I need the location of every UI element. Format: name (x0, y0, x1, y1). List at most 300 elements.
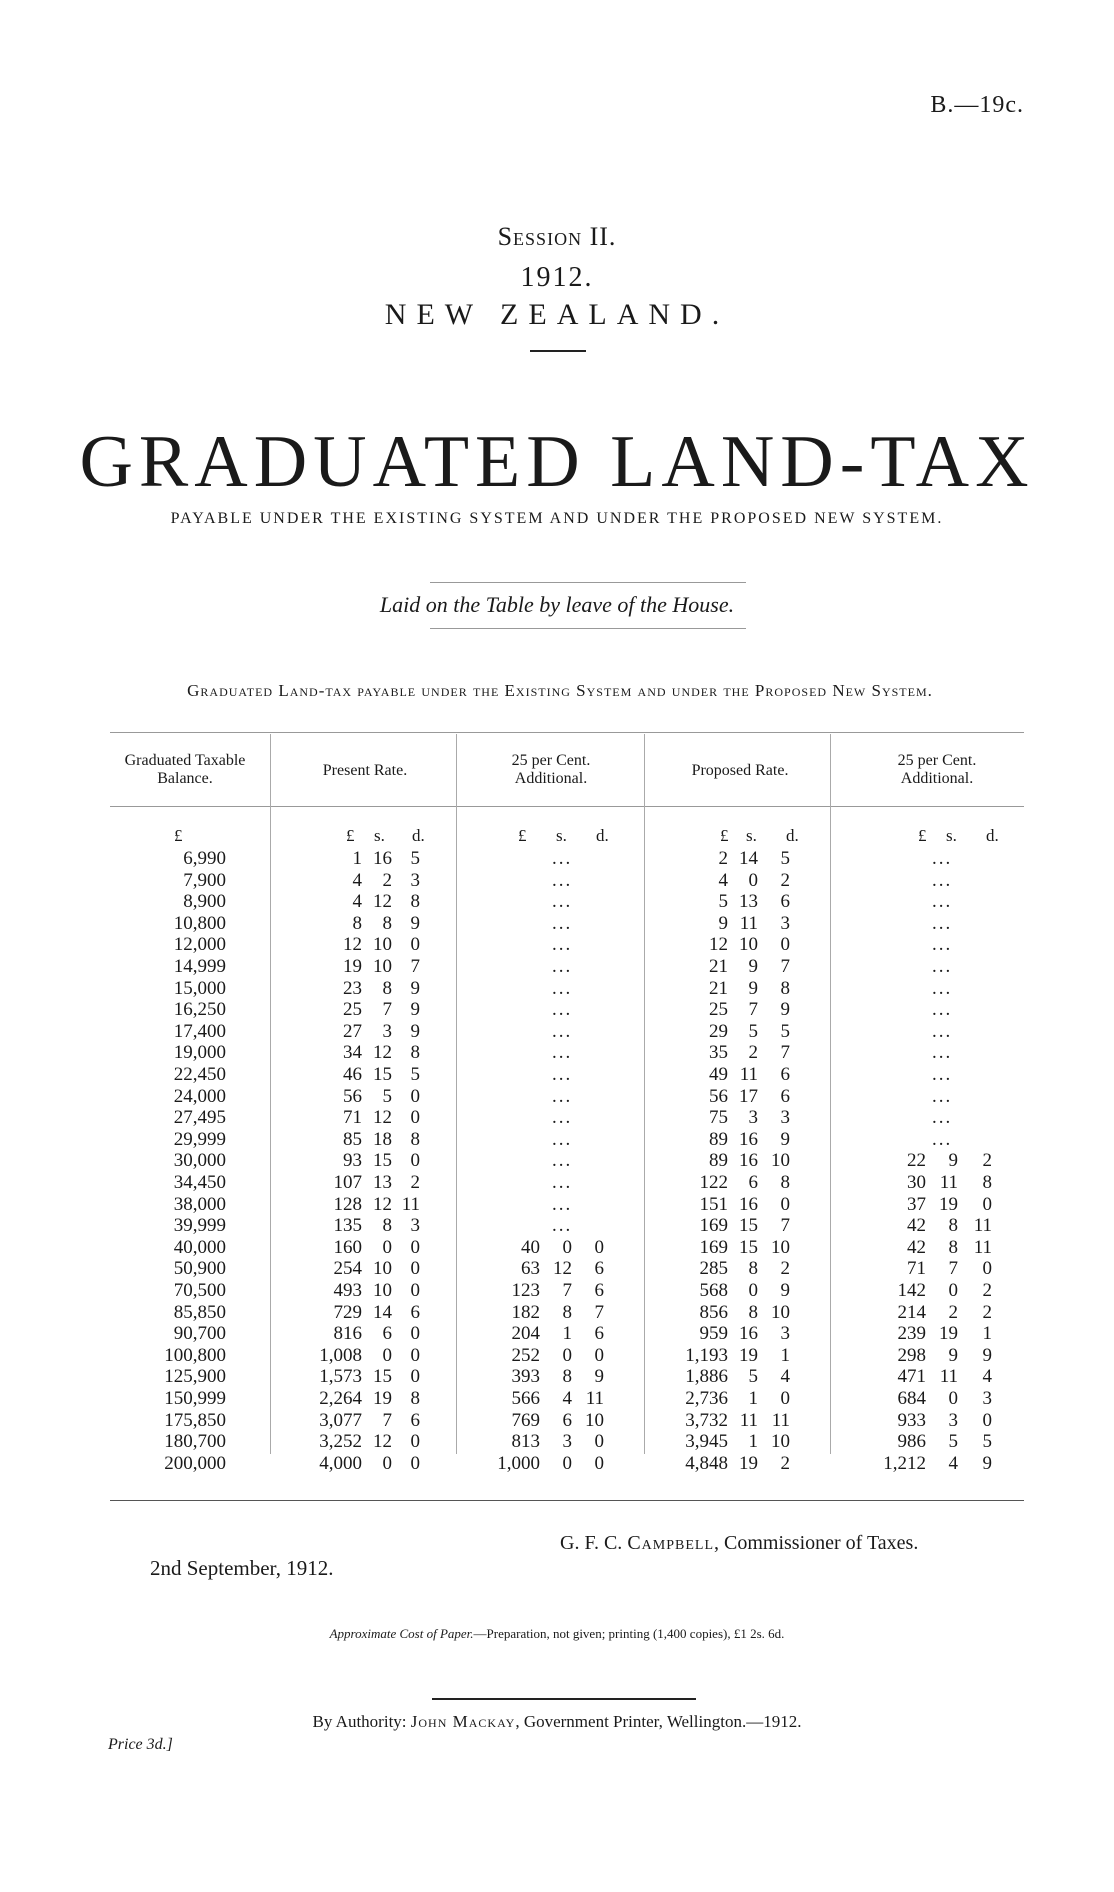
table-row (0, 1280, 1114, 1302)
p-s-cell: 12 (373, 1193, 392, 1215)
p-pound-cell: 12 (343, 934, 362, 956)
table-row (0, 913, 1114, 935)
table-row (0, 1302, 1114, 1324)
n-s-cell: 16 (739, 1128, 758, 1150)
p-pound-cell: 3,252 (319, 1431, 362, 1453)
p-s-cell: 12 (373, 1431, 392, 1453)
a2-pound-cell: 239 (897, 1323, 926, 1345)
n-pound-cell: 1,886 (685, 1366, 728, 1388)
table-header-rule (110, 806, 1024, 807)
n-d-cell: 4 (780, 1366, 790, 1388)
a1-empty-dots: ... (552, 1193, 573, 1215)
n-pound-cell: 9 (718, 912, 728, 934)
a2-empty-dots: ... (932, 1020, 953, 1042)
a1-pound-cell: 1,000 (497, 1452, 540, 1474)
a1-empty-dots: ... (552, 1085, 573, 1107)
a2-s-cell: 0 (948, 1388, 958, 1409)
n-d-cell: 10 (771, 1431, 790, 1453)
price-label: Price 3d.] (108, 1736, 173, 1753)
a2-d-cell: 9 (982, 1452, 992, 1474)
a2-d-cell: 3 (982, 1388, 992, 1409)
a2-s-cell: 7 (948, 1258, 958, 1280)
n-d-cell: 7 (780, 1215, 790, 1237)
a1-empty-dots: ... (552, 934, 573, 956)
n-pound-cell: 4 (718, 869, 728, 891)
balance-cell: 24,000 (173, 1085, 226, 1107)
p-d-cell: 0 (410, 1150, 420, 1172)
n-d-cell: 10 (771, 1150, 790, 1172)
balance-cell: 16,250 (173, 999, 226, 1021)
n-pound-cell: 285 (699, 1258, 728, 1280)
n-pound-cell: 49 (709, 1064, 728, 1085)
p-s-cell: 10 (373, 1258, 392, 1280)
a2-pound-cell: 1,212 (883, 1452, 926, 1474)
n-d-cell: 11 (771, 1409, 790, 1431)
n-pound-cell: 169 (699, 1236, 728, 1258)
n-s-cell: 19 (739, 1344, 758, 1366)
signature-name: Campbell (627, 1532, 714, 1554)
n-pound-cell: 122 (699, 1172, 728, 1193)
balance-cell: 175,850 (164, 1409, 226, 1431)
a2-s-cell: 11 (939, 1366, 958, 1388)
balance-cell: 38,000 (173, 1193, 226, 1215)
table-row (0, 1042, 1114, 1064)
a2-s-cell: 19 (939, 1193, 958, 1215)
a2-d-cell: 4 (982, 1366, 992, 1388)
n-pound-cell: 56 (709, 1085, 728, 1107)
n-d-cell: 7 (780, 1042, 790, 1064)
unit-pence: d. (986, 826, 999, 845)
a1-pound-cell: 769 (511, 1409, 540, 1431)
p-pound-cell: 27 (343, 1020, 362, 1042)
n-pound-cell: 89 (709, 1150, 728, 1172)
a2-d-cell: 0 (982, 1193, 992, 1215)
document-title: GRADUATED LAND-TAX (79, 421, 1035, 503)
a2-d-cell: 0 (982, 1409, 992, 1431)
a2-pound-cell: 71 (907, 1258, 926, 1280)
a1-s-cell: 7 (562, 1280, 572, 1301)
table-row (0, 1237, 1114, 1259)
balance-cell: 34,450 (173, 1172, 226, 1193)
n-pound-cell: 75 (709, 1107, 728, 1129)
table-row (0, 1345, 1114, 1367)
n-s-cell: 15 (739, 1215, 758, 1237)
p-d-cell: 8 (410, 891, 420, 913)
a2-d-cell: 11 (973, 1215, 992, 1237)
a1-d-cell: 0 (594, 1452, 604, 1474)
p-pound-cell: 135 (333, 1215, 362, 1237)
a2-s-cell: 5 (948, 1431, 958, 1453)
n-pound-cell: 3,945 (685, 1431, 728, 1453)
document-date: 2nd September, 1912. (150, 1556, 334, 1580)
n-s-cell: 5 (748, 1366, 758, 1388)
a1-s-cell: 8 (562, 1301, 572, 1323)
n-s-cell: 11 (739, 912, 758, 934)
n-d-cell: 2 (780, 869, 790, 891)
n-s-cell: 13 (739, 891, 758, 913)
a1-d-cell: 11 (585, 1388, 604, 1409)
unit-pence: d. (786, 826, 799, 845)
n-s-cell: 8 (748, 1301, 758, 1323)
a1-pound-cell: 123 (511, 1280, 540, 1301)
table-row (0, 934, 1114, 956)
table-row (0, 999, 1114, 1021)
n-s-cell: 10 (739, 934, 758, 956)
a1-pound-cell: 252 (511, 1344, 540, 1366)
p-d-cell: 6 (410, 1409, 420, 1431)
n-d-cell: 8 (780, 1172, 790, 1193)
unit-pound: £ (518, 826, 527, 845)
p-pound-cell: 1,573 (319, 1366, 362, 1388)
a2-empty-dots: ... (932, 1042, 953, 1064)
balance-cell: 17,400 (173, 1020, 226, 1042)
table-row (0, 1129, 1114, 1151)
balance-cell: 90,700 (173, 1323, 226, 1345)
a2-empty-dots: ... (932, 1107, 953, 1129)
header-proposed-rate: Proposed Rate. (691, 762, 789, 779)
a1-pound-cell: 182 (511, 1301, 540, 1323)
a2-empty-dots: ... (932, 912, 953, 934)
a2-pound-cell: 471 (897, 1366, 926, 1388)
a1-d-cell: 0 (594, 1431, 604, 1453)
balance-cell: 7,900 (183, 869, 226, 891)
p-pound-cell: 160 (333, 1236, 362, 1258)
p-d-cell: 8 (410, 1388, 420, 1409)
a2-empty-dots: ... (932, 956, 953, 977)
n-s-cell: 2 (748, 1042, 758, 1064)
balance-cell: 40,000 (173, 1236, 226, 1258)
a2-d-cell: 1 (982, 1323, 992, 1345)
p-s-cell: 8 (382, 977, 392, 999)
p-s-cell: 15 (373, 1064, 392, 1085)
a1-empty-dots: ... (552, 891, 573, 913)
balance-cell: 22,450 (173, 1064, 226, 1085)
p-s-cell: 0 (382, 1344, 392, 1366)
n-d-cell: 0 (780, 1193, 790, 1215)
unit-pence: d. (596, 826, 609, 845)
n-s-cell: 9 (748, 956, 758, 977)
table-bottom-rule (110, 1500, 1024, 1501)
n-pound-cell: 89 (709, 1128, 728, 1150)
n-pound-cell: 35 (709, 1042, 728, 1064)
n-pound-cell: 169 (699, 1215, 728, 1237)
a2-d-cell: 8 (982, 1172, 992, 1193)
balance-cell: 15,000 (173, 977, 226, 999)
a1-d-cell: 10 (585, 1409, 604, 1431)
p-pound-cell: 493 (333, 1280, 362, 1301)
p-s-cell: 6 (382, 1323, 392, 1345)
n-d-cell: 1 (780, 1344, 790, 1366)
balance-cell: 6,990 (183, 848, 226, 869)
a2-s-cell: 0 (948, 1280, 958, 1301)
a1-d-cell: 0 (594, 1344, 604, 1366)
p-d-cell: 8 (410, 1128, 420, 1150)
p-pound-cell: 1 (352, 848, 362, 869)
printer-authority (0, 1712, 1114, 1732)
a1-s-cell: 0 (562, 1236, 572, 1258)
a1-pound-cell: 63 (521, 1258, 540, 1280)
n-d-cell: 10 (771, 1301, 790, 1323)
unit-pence: d. (412, 826, 425, 845)
n-d-cell: 10 (771, 1236, 790, 1258)
p-d-cell: 0 (410, 1107, 420, 1129)
a1-empty-dots: ... (552, 912, 573, 934)
n-d-cell: 2 (780, 1452, 790, 1474)
a2-pound-cell: 30 (907, 1172, 926, 1193)
p-d-cell: 9 (410, 1020, 420, 1042)
p-pound-cell: 1,008 (319, 1344, 362, 1366)
header-balance: Graduated Taxable Balance. (124, 752, 246, 787)
unit-pound: £ (174, 826, 183, 845)
table-row (0, 870, 1114, 892)
a2-empty-dots: ... (932, 1128, 953, 1150)
balance-cell: 125,900 (164, 1366, 226, 1388)
table-heading: Graduated Land-tax payable under the Existing System and under the Proposed New System. (187, 681, 933, 700)
a1-s-cell: 12 (553, 1258, 572, 1280)
a1-d-cell: 7 (594, 1301, 604, 1323)
n-pound-cell: 12 (709, 934, 728, 956)
p-pound-cell: 8 (352, 912, 362, 934)
p-s-cell: 18 (373, 1128, 392, 1150)
a1-s-cell: 3 (562, 1431, 572, 1453)
p-pound-cell: 46 (343, 1064, 362, 1085)
n-d-cell: 3 (780, 1323, 790, 1345)
p-pound-cell: 71 (343, 1107, 362, 1129)
a2-pound-cell: 214 (897, 1301, 926, 1323)
a2-d-cell: 5 (982, 1431, 992, 1453)
p-s-cell: 12 (373, 891, 392, 913)
n-s-cell: 16 (739, 1150, 758, 1172)
a2-empty-dots: ... (932, 977, 953, 999)
balance-cell: 85,850 (173, 1301, 226, 1323)
balance-cell: 30,000 (173, 1150, 226, 1172)
a2-pound-cell: 986 (897, 1431, 926, 1453)
a2-d-cell: 2 (982, 1150, 992, 1172)
table-row (0, 978, 1114, 1000)
p-pound-cell: 85 (343, 1128, 362, 1150)
balance-cell: 19,000 (173, 1042, 226, 1064)
p-pound-cell: 4,000 (319, 1452, 362, 1474)
n-d-cell: 5 (780, 1020, 790, 1042)
unit-pound: £ (918, 826, 927, 845)
year-label: 1912. (520, 262, 594, 293)
a1-empty-dots: ... (552, 1172, 573, 1193)
unit-pound: £ (720, 826, 729, 845)
n-s-cell: 11 (739, 1409, 758, 1431)
p-s-cell: 0 (382, 1236, 392, 1258)
n-d-cell: 9 (780, 1128, 790, 1150)
p-pound-cell: 4 (352, 891, 362, 913)
p-pound-cell: 25 (343, 999, 362, 1021)
n-pound-cell: 5 (718, 891, 728, 913)
a1-empty-dots: ... (552, 848, 573, 869)
n-pound-cell: 1,193 (685, 1344, 728, 1366)
n-pound-cell: 856 (699, 1301, 728, 1323)
n-d-cell: 6 (780, 1064, 790, 1085)
balance-cell: 27,495 (173, 1107, 226, 1129)
a2-s-cell: 8 (948, 1215, 958, 1237)
balance-cell: 150,999 (164, 1388, 226, 1409)
unit-shillings: s. (556, 826, 567, 845)
p-pound-cell: 816 (333, 1323, 362, 1345)
a2-d-cell: 11 (973, 1236, 992, 1258)
n-s-cell: 14 (739, 848, 758, 869)
a1-empty-dots: ... (552, 1064, 573, 1085)
cost-label: Approximate Cost of Paper. (329, 1626, 474, 1641)
cost-note (0, 1626, 1114, 1642)
table-row (0, 1172, 1114, 1194)
a2-pound-cell: 933 (897, 1409, 926, 1431)
table-row (0, 1366, 1114, 1388)
unit-shillings: s. (946, 826, 957, 845)
table-row (0, 956, 1114, 978)
p-d-cell: 3 (410, 1215, 420, 1237)
signature-initials: G. F. C. (560, 1532, 623, 1554)
p-d-cell: 3 (410, 869, 420, 891)
a1-empty-dots: ... (552, 1107, 573, 1129)
p-d-cell: 7 (410, 956, 420, 977)
balance-cell: 39,999 (173, 1215, 226, 1237)
a2-empty-dots: ... (932, 869, 953, 891)
p-s-cell: 13 (373, 1172, 392, 1193)
a2-pound-cell: 298 (897, 1344, 926, 1366)
p-pound-cell: 128 (333, 1193, 362, 1215)
p-d-cell: 11 (401, 1193, 420, 1215)
a2-empty-dots: ... (932, 1085, 953, 1107)
p-d-cell: 9 (410, 912, 420, 934)
n-d-cell: 0 (780, 1388, 790, 1409)
n-s-cell: 9 (748, 977, 758, 999)
n-pound-cell: 4,848 (685, 1452, 728, 1474)
a1-d-cell: 6 (594, 1280, 604, 1301)
p-s-cell: 16 (373, 848, 392, 869)
cost-text: —Preparation, not given; printing (1,400 copies), £1 2s. 6d. (473, 1626, 785, 1641)
paper-reference: B.—19c. (930, 92, 1024, 118)
n-s-cell: 16 (739, 1323, 758, 1345)
a1-pound-cell: 813 (511, 1431, 540, 1453)
p-pound-cell: 2,264 (319, 1388, 362, 1409)
p-pound-cell: 56 (343, 1085, 362, 1107)
p-s-cell: 2 (382, 869, 392, 891)
n-s-cell: 0 (748, 1280, 758, 1301)
n-pound-cell: 3,732 (685, 1409, 728, 1431)
laid-divider-top (430, 582, 746, 583)
a1-s-cell: 8 (562, 1366, 572, 1388)
p-s-cell: 15 (373, 1150, 392, 1172)
p-s-cell: 8 (382, 912, 392, 934)
table-row (0, 1086, 1114, 1108)
n-d-cell: 0 (780, 934, 790, 956)
a1-d-cell: 6 (594, 1323, 604, 1345)
p-s-cell: 12 (373, 1042, 392, 1064)
p-pound-cell: 19 (343, 956, 362, 977)
header-present-rate: Present Rate. (322, 762, 408, 779)
authority-suffix: , Government Printer, Wellington.—1912. (515, 1712, 802, 1731)
n-d-cell: 9 (780, 1280, 790, 1301)
p-d-cell: 0 (410, 1258, 420, 1280)
laid-divider-bottom (430, 628, 746, 629)
title-divider (530, 350, 586, 352)
n-s-cell: 7 (748, 999, 758, 1021)
n-s-cell: 15 (739, 1236, 758, 1258)
a1-pound-cell: 393 (511, 1366, 540, 1388)
p-pound-cell: 729 (333, 1301, 362, 1323)
table-row (0, 1388, 1114, 1410)
a1-pound-cell: 40 (521, 1236, 540, 1258)
n-pound-cell: 959 (699, 1323, 728, 1345)
printer-name: John Mackay (410, 1712, 516, 1731)
n-d-cell: 7 (780, 956, 790, 977)
p-d-cell: 0 (410, 1280, 420, 1301)
table-row (0, 1107, 1114, 1129)
p-s-cell: 15 (373, 1366, 392, 1388)
p-s-cell: 19 (373, 1388, 392, 1409)
table-row (0, 1431, 1114, 1453)
n-s-cell: 6 (748, 1172, 758, 1193)
table-row (0, 1258, 1114, 1280)
a2-pound-cell: 22 (907, 1150, 926, 1172)
a1-empty-dots: ... (552, 1150, 573, 1172)
n-pound-cell: 2 (718, 848, 728, 869)
a2-empty-dots: ... (932, 891, 953, 913)
a2-s-cell: 4 (948, 1452, 958, 1474)
table-row (0, 891, 1114, 913)
p-s-cell: 0 (382, 1452, 392, 1474)
p-s-cell: 5 (382, 1085, 392, 1107)
n-pound-cell: 21 (709, 977, 728, 999)
n-pound-cell: 25 (709, 999, 728, 1021)
p-d-cell: 0 (410, 1323, 420, 1345)
p-s-cell: 7 (382, 999, 392, 1021)
balance-cell: 70,500 (173, 1280, 226, 1301)
header-additional-1: 25 per Cent. Additional. (511, 752, 591, 787)
table-row (0, 1453, 1114, 1475)
p-s-cell: 12 (373, 1107, 392, 1129)
n-s-cell: 11 (739, 1064, 758, 1085)
a2-s-cell: 3 (948, 1409, 958, 1431)
a2-empty-dots: ... (932, 848, 953, 869)
n-d-cell: 8 (780, 977, 790, 999)
a2-s-cell: 2 (948, 1301, 958, 1323)
authority-prefix: By Authority: (312, 1712, 411, 1731)
balance-cell: 10,800 (173, 912, 226, 934)
a1-pound-cell: 566 (511, 1388, 540, 1409)
a2-pound-cell: 37 (907, 1193, 926, 1215)
balance-cell: 29,999 (173, 1128, 226, 1150)
p-s-cell: 10 (373, 934, 392, 956)
p-pound-cell: 4 (352, 869, 362, 891)
p-d-cell: 0 (410, 1236, 420, 1258)
balance-cell: 14,999 (173, 956, 226, 977)
balance-cell: 200,000 (164, 1452, 226, 1474)
authority-divider (432, 1698, 696, 1700)
country-label: NEW ZEALAND. (384, 298, 730, 331)
a1-empty-dots: ... (552, 1215, 573, 1237)
n-d-cell: 6 (780, 891, 790, 913)
balance-cell: 12,000 (173, 934, 226, 956)
session-label: Session II. (497, 222, 617, 251)
a1-d-cell: 6 (594, 1258, 604, 1280)
balance-cell: 50,900 (173, 1258, 226, 1280)
p-d-cell: 0 (410, 1452, 420, 1474)
a1-s-cell: 0 (562, 1452, 572, 1474)
a1-empty-dots: ... (552, 869, 573, 891)
p-d-cell: 9 (410, 977, 420, 999)
a1-empty-dots: ... (552, 999, 573, 1021)
n-s-cell: 3 (748, 1107, 758, 1129)
a1-empty-dots: ... (552, 977, 573, 999)
p-d-cell: 2 (410, 1172, 420, 1193)
